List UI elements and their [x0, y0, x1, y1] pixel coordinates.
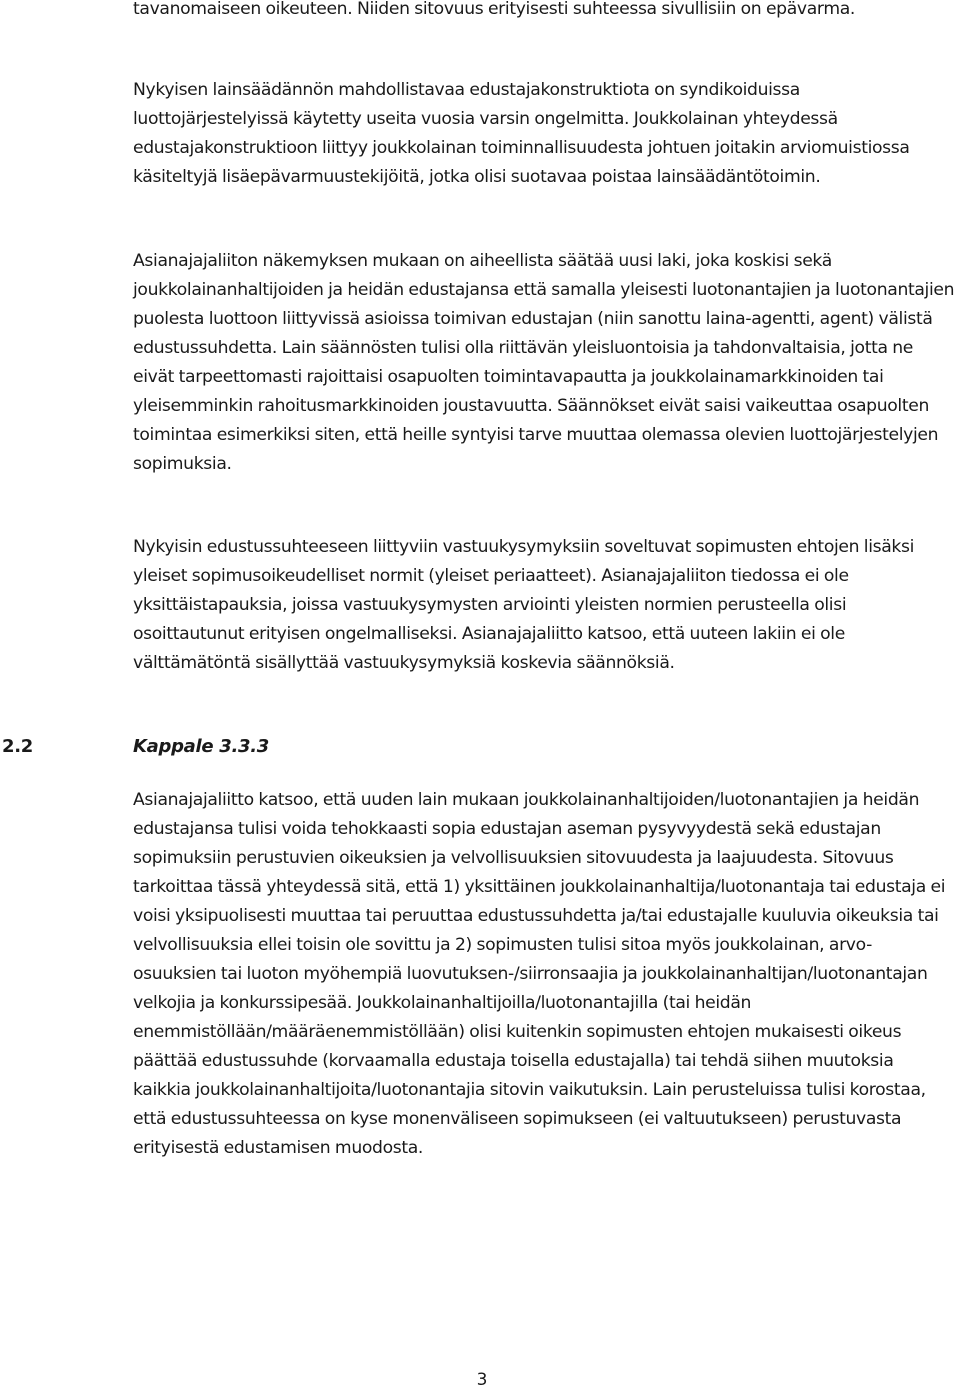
page-number: 3 — [476, 1370, 488, 1390]
paragraph-asianajajaliiton-nakemys: Asianajajaliiton näkemyksen mukaan on aiheellista säätää uusi laki, joka koskisi sekä joukkolainanhaltijoiden ja heidän edustajansa että samalla yleisesti luotonantajien ja luotonantajien puolesta luottoon liittyvissä asioissa toimivan edustajan (niin sanottu laina-agentti, agent) välistä edustussuhdetta. Lain säännösten tulisi olla riittävän yleisluontoisia ja tahdonvaltaisia, jotta ne eivät tarpeettomasti rajoittaisi osapuolten toimintavapautta ja joukkolainamarkkinoiden tai yleisemminkin rahoitusmarkkinoiden joustavuutta. Säännökset eivät saisi vaikeuttaa osapuolten toimintaa esimerkiksi siten, että heille syntyisi tarve muuttaa olemassa olevien luottojärjestelyjen sopimuksia. — [133, 251, 955, 474]
section-title: Kappale 3.3.3 — [133, 736, 270, 757]
paragraph-vastuukysymykset: Nykyisin edustussuhteeseen liittyviin vastuukysymyksiin soveltuvat sopimusten ehtojen lisäksi yleiset sopimusoikeudelliset normit (yleiset periaatteet). Asianajajaliiton tiedossa ei ole yksittäistapauksia, joissa vastuukysymysten arviointi yleisten normien perusteella olisi osoittautunut erityisen ongelmalliseksi. Asianajajaliitto katsoo, että uuteen lakiin ei ole välttämätöntä sisällyttää vastuukysymyksiä koskevia säännöksiä. — [133, 537, 915, 673]
paragraph-section-body: Asianajajaliitto katsoo, että uuden lain mukaan joukkolainanhaltijoiden/luotonantajien ja heidän edustajansa tulisi voida tehokkaasti sopia edustajan aseman pysyvyydestä sekä edustajan sopimuksiin perustuvien oikeuksien ja velvollisuuksien sitovuudesta ja laajuudesta. Sitovuus tarkoittaa tässä yhteydessä sitä, että 1) yksittäinen joukkolainanhaltija/luotonantaja tai edustaja ei voisi yksipuolisesti muuttaa tai peruuttaa edustussuhdetta ja/tai edustajalle kuuluvia oikeuksia tai velvollisuuksia ellei toisin ole sovittu ja 2) sopimusten tulisi sitoa myös joukkolainan, arvo-osuuksien tai luoton myöhempiä luovutuksen-/siirronsaajia ja joukkolainanhaltijan/luotonantajan velkojia ja konkurssipesää. Joukkolainanhaltijoilla/luotonantajilla (tai heidän enemmistöllään/määräenemmistöllään) olisi kuitenkin sopimusten ehtojen mukaisesti oikeus päättää edustussuhde (korvaamalla edustaja toisella edustajalla) tai tehdä siihen muutoksia kaikkia joukkolainanhaltijoita/luotonantajia sitovin vaikutuksin. Lain perusteluissa tulisi korostaa, että edustussuhteessa on kyse monenväliseen sopimukseen (ei valtuutukseen) perustuvasta erityisestä edustamisen muodosta. — [133, 790, 946, 1158]
paragraph-edustajakonstruktio: Nykyisen lainsäädännön mahdollistavaa edustajakonstruktiota on syndikoiduissa luottojärjestelyissä käytetty useita vuosia varsin ongelmitta. Joukkolainan yhteydessä edustajakonstruktioon liittyy joukkolainan toiminnallisuudesta johtuen joitakin arviomuistiossa käsiteltyjä lisäepävarmuustekijöitä, jotka olisi suotavaa poistaa lainsäädäntötoimin. — [133, 80, 910, 187]
section-number: 2.2 — [2, 736, 33, 757]
paragraph-continuation: tavanomaiseen oikeuteen. Niiden sitovuus erityisesti suhteessa sivullisiin on epävarma. — [133, 0, 856, 19]
